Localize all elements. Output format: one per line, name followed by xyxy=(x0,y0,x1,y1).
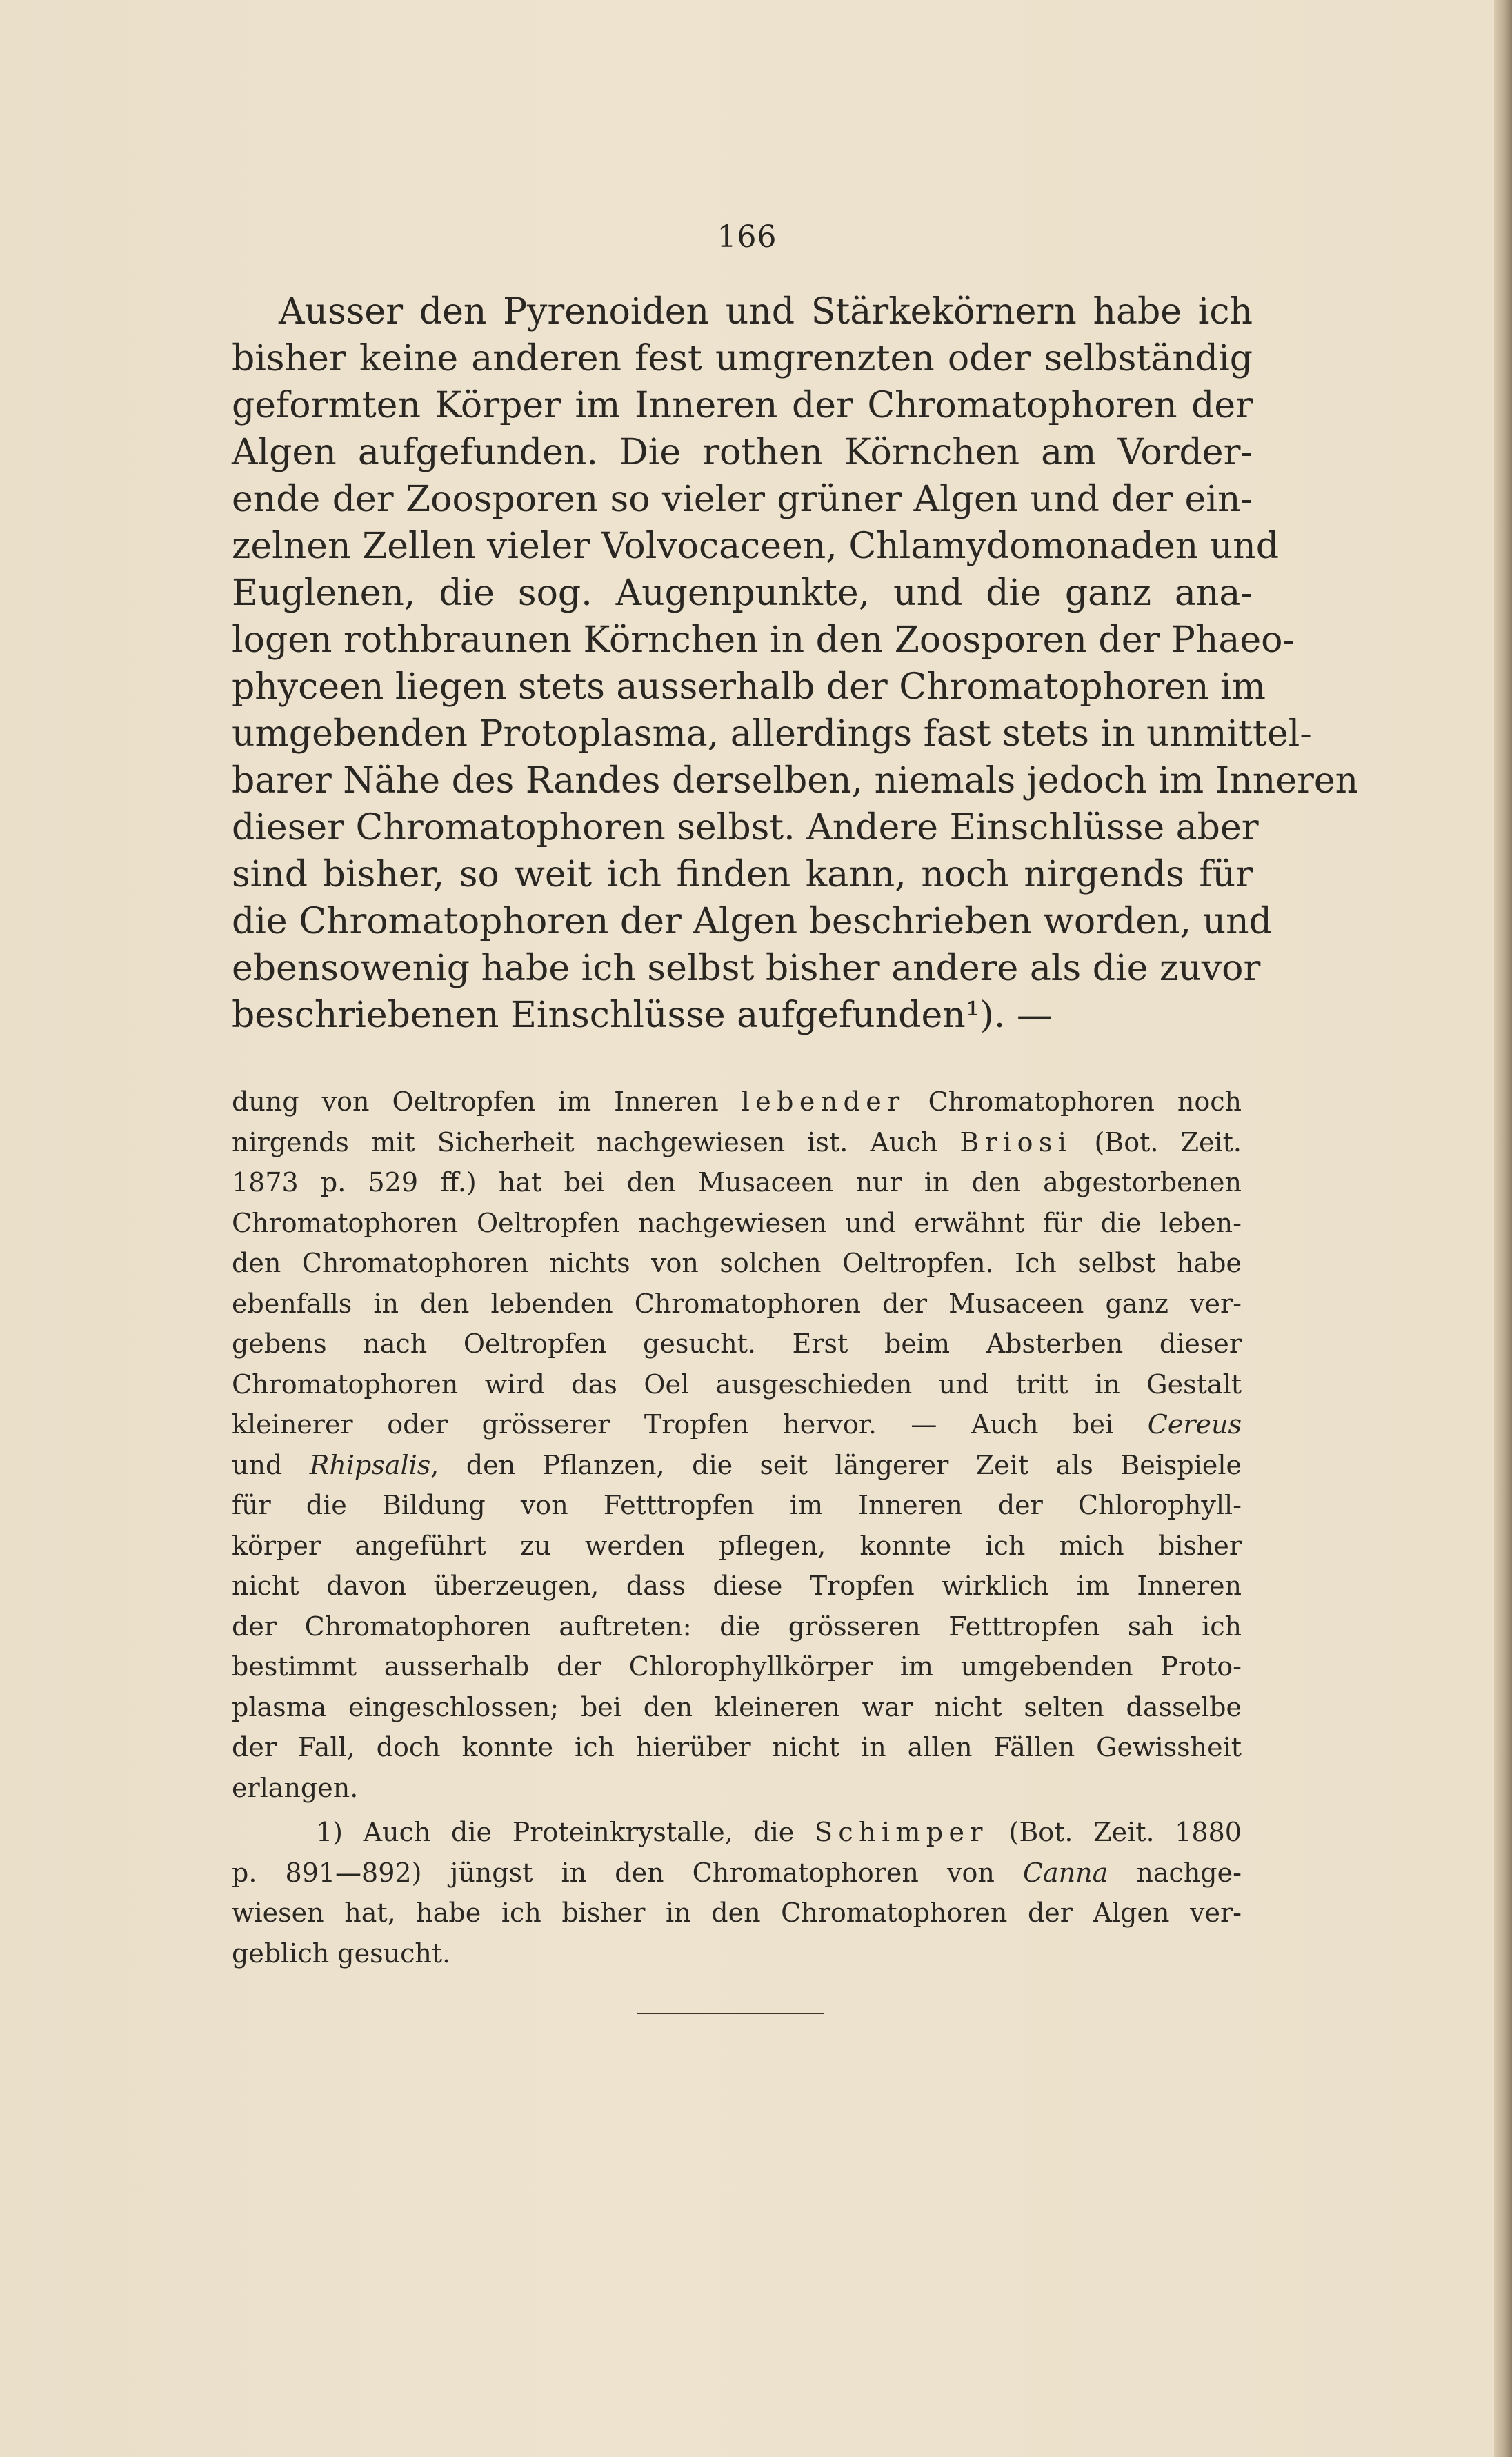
footnote-line: bestimmt ausserhalb der Chlorophyllkörper im umgebenden Proto- xyxy=(232,1651,1242,1682)
page-edge xyxy=(1494,0,1512,2457)
text-line: Ausser den Pyrenoiden und Stärkekörnern habe ich xyxy=(279,291,1253,332)
footnote-line: dung von Oeltropfen im Inneren lebender Chromatophoren noch xyxy=(232,1086,1242,1117)
footnote-line: kleinerer oder grösserer Tropfen hervor. — Auch bei Cereus xyxy=(232,1409,1242,1440)
footnote-line: gebens nach Oeltropfen gesucht. Erst beim Absterben dieser xyxy=(232,1329,1242,1359)
text-line: barer Nähe des Randes derselben, niemals jedoch im Inneren xyxy=(232,760,1359,802)
footnote-line: p. 891—892) jüngst in den Chromatophoren von Canna nachge- xyxy=(232,1857,1242,1888)
footnote-line: nirgends mit Sicherheit nachgewiesen ist. Auch Briosi (Bot. Zeit. xyxy=(232,1126,1242,1157)
footnote-line: der Chromatophoren auftreten: die grösseren Fetttropfen sah ich xyxy=(232,1611,1242,1642)
text-line: umgebenden Protoplasma, allerdings fast stets in unmittel- xyxy=(232,713,1312,755)
text-line: Algen aufgefunden. Die rothen Körnchen am Vorder- xyxy=(232,432,1253,473)
footnote-line: plasma eingeschlossen; bei den kleineren war nicht selten dasselbe xyxy=(232,1691,1242,1722)
footnote-line: 1873 p. 529 ff.) hat bei den Musaceen nur in den abgestorbenen xyxy=(232,1167,1242,1197)
text-line: dieser Chromatophoren selbst. Andere Einschlüsse aber xyxy=(232,807,1259,848)
footnote-line: den Chromatophoren nichts von solchen Oeltropfen. Ich selbst habe xyxy=(232,1248,1242,1278)
main-paragraph xyxy=(232,288,1359,1039)
footnote-line: ebenfalls in den lebenden Chromatophoren der Musaceen ganz ver- xyxy=(232,1288,1242,1319)
text-line: Euglenen, die sog. Augenpunkte, und die ganz ana- xyxy=(232,573,1253,614)
text-line: phyceen liegen stets ausserhalb der Chromatophoren im xyxy=(232,666,1266,708)
text-line: die Chromatophoren der Algen beschrieben worden, und xyxy=(232,901,1272,942)
text-line: beschriebenen Einschlüsse aufgefunden¹). — xyxy=(232,995,1053,1036)
footnote-line: körper angeführt zu werden pflegen, konnte ich mich bisher xyxy=(232,1530,1242,1561)
text-line: logen rothbraunen Körnchen in den Zoosporen der Phaeo- xyxy=(232,619,1295,661)
footnote-line: 1) Auch die Proteinkrystalle, die Schimper (Bot. Zeit. 1880 xyxy=(316,1817,1242,1847)
footnote-line: geblich gesucht. xyxy=(232,1938,451,1969)
footnote-line: Chromatophoren Oeltropfen nachgewiesen und erwähnt für die leben- xyxy=(232,1207,1242,1238)
footnote-line: und Rhipsalis, den Pflanzen, die seit längerer Zeit als Beispiele xyxy=(232,1449,1242,1480)
page-number: 166 xyxy=(717,219,777,255)
footnote-1 xyxy=(232,1812,1242,1973)
footnote-line: erlangen. xyxy=(232,1772,359,1803)
footnotes xyxy=(232,1082,1242,1973)
text-line: zelnen Zellen vieler Volvocaceen, Chlamydomonaden und xyxy=(232,526,1280,567)
footnote-line: Chromatophoren wird das Oel ausgeschieden und tritt in Gestalt xyxy=(232,1369,1242,1400)
footnote-line: nicht davon überzeugen, dass diese Tropfen wirklich im Inneren xyxy=(232,1571,1242,1601)
footnote-line: der Fall, doch konnte ich hierüber nicht in allen Fällen Gewissheit xyxy=(232,1732,1242,1762)
text-line: bisher keine anderen fest umgrenzten oder selbständig xyxy=(232,338,1253,379)
text-line: ende der Zoosporen so vieler grüner Algen und der ein- xyxy=(232,479,1253,520)
text-line: sind bisher, so weit ich finden kann, noch nirgends für xyxy=(232,854,1253,895)
text-line: geformten Körper im Inneren der Chromatophoren der xyxy=(232,385,1253,426)
end-rule xyxy=(637,2013,824,2014)
footnote-line: für die Bildung von Fetttropfen im Inneren der Chlorophyll- xyxy=(232,1490,1242,1520)
footnote-line: wiesen hat, habe ich bisher in den Chromatophoren der Algen ver- xyxy=(232,1898,1242,1928)
footnote-continued xyxy=(232,1082,1242,1808)
text-line: ebensowenig habe ich selbst bisher andere als die zuvor xyxy=(232,948,1261,989)
